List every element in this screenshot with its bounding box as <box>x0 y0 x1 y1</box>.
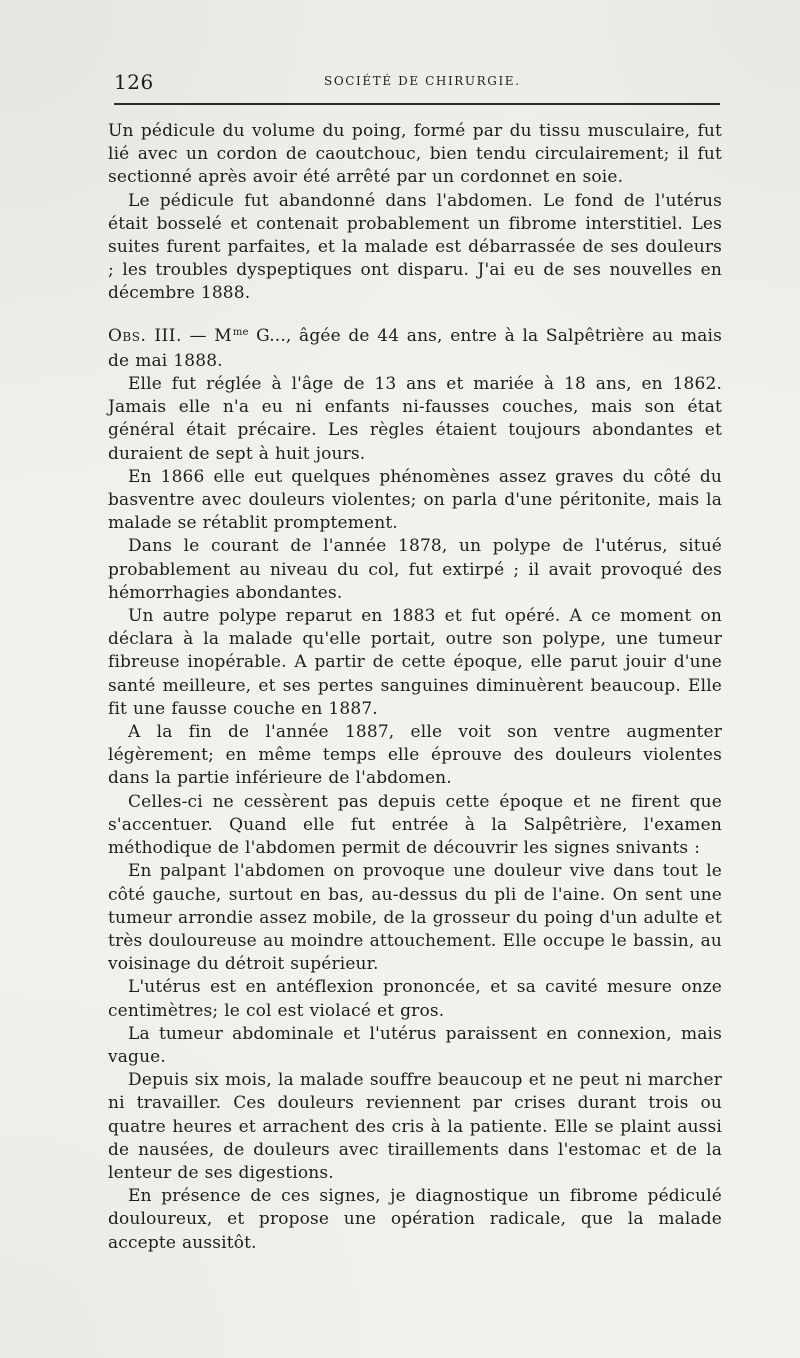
paragraph-3: Elle fut réglée à l'âge de 13 ans et mariée à 18 ans, en 1862. Jamais elle n'a eu ni enfants ni-fausses couches, mais son état général était précaire. Les règles étaient toujours abondantes et duraient de sept à huit jours. <box>108 374 722 464</box>
observation-text: G..., âgée de 44 ans, entre à la Salpêtrière au mais de mai 1888. <box>108 325 722 371</box>
running-header <box>114 70 720 94</box>
paragraph-8: Celles-ci ne cessèrent pas depuis cette époque et ne firent que s'accentuer. Quand elle fut entrée à la Salpêtrière, l'examen méthodique de l'abdomen permit de découvrir les signes snivants : <box>108 791 722 859</box>
paragraph-4: En 1866 elle eut quelques phénomènes assez graves du côté du basventre avec douleurs violentes; on parla d'une péritonite, mais la malade se rétablit promptement. <box>108 466 722 534</box>
paragraph-2: Le pédicule fut abandonné dans l'abdomen. Le fond de l'utérus était bosselé et contenait probablement un fibrome interstitiel. Les suites furent parfaites, et la malade est débarrassée de ses douleurs ; les troubles dyspeptiques ont disparu. J'ai eu de ses nouvelles en décembre 1888. <box>108 190 722 304</box>
observation-heading <box>108 325 722 373</box>
paragraph-11: La tumeur abdominale et l'utérus paraissent en connexion, mais vague. <box>108 1023 722 1067</box>
paragraph-9: En palpant l'abdomen on provoque une douleur vive dans tout le côté gauche, surtout en bas, au-dessus du pli de l'aine. On sent une tumeur arrondie assez mobile, de la grosseur du poing d'un adulte et très douloureuse au moindre attouchement. Elle occupe le bassin, au voisinage du détroit supérieur. <box>108 861 722 975</box>
observation-dash: — M <box>181 325 232 346</box>
paragraph-6: Un autre polype reparut en 1883 et fut opéré. A ce moment on déclara à la malade qu'elle portait, outre son polype, une tumeur fibreuse inopérable. A partir de cette époque, elle parut jouir d'une santé meilleure, et ses pertes sanguines diminuèrent beaucoup. Elle fit une fausse couche en 1887. <box>108 606 722 719</box>
paragraph-7: A la fin de l'année 1887, elle voit son ventre augmenter légèrement; en même temps elle éprouve des douleurs violentes dans la partie inférieure de l'abdomen. <box>108 722 722 789</box>
document-body <box>108 120 722 1253</box>
paragraph-5: Dans le courant de l'année 1878, un polype de l'utérus, situé probablement au niveau du col, fut extirpé ; il avait provoqué des hémorrhagies abondantes. <box>108 536 722 603</box>
running-title: SOCIÉTÉ DE CHIRURGIE. <box>324 74 521 88</box>
observation-superscript: me <box>232 326 249 338</box>
header-rule <box>114 103 720 105</box>
paragraph-10: L'utérus est en antéflexion prononcée, et sa cavité mesure onze centimètres; le col est violacé et gros. <box>108 977 722 1021</box>
paragraph-1: Un pédicule du volume du poing, formé par du tissu musculaire, fut lié avec un cordon de caoutchouc, bien tendu circulairement; il fut sectionné après avoir été arrêté par un cordonnet en soie. <box>108 121 722 188</box>
paragraph-12: Depuis six mois, la malade souffre beaucoup et ne peut ni marcher ni travailler. Ces douleurs reviennent par crises durant trois ou quatre heures et arrachent des cris à la patiente. Elle se plaint aussi de nausées, de douleurs avec tiraillements dans l'estomac et de la lenteur de ses digestions. <box>108 1070 722 1183</box>
observation-label: Obs. III. <box>108 325 182 346</box>
paragraph-13: En présence de ces signes, je diagnostique un fibrome pédiculé douloureux, et propose une opération radicale, que la malade accepte aussitôt. <box>108 1186 722 1253</box>
page-number: 126 <box>114 70 154 94</box>
